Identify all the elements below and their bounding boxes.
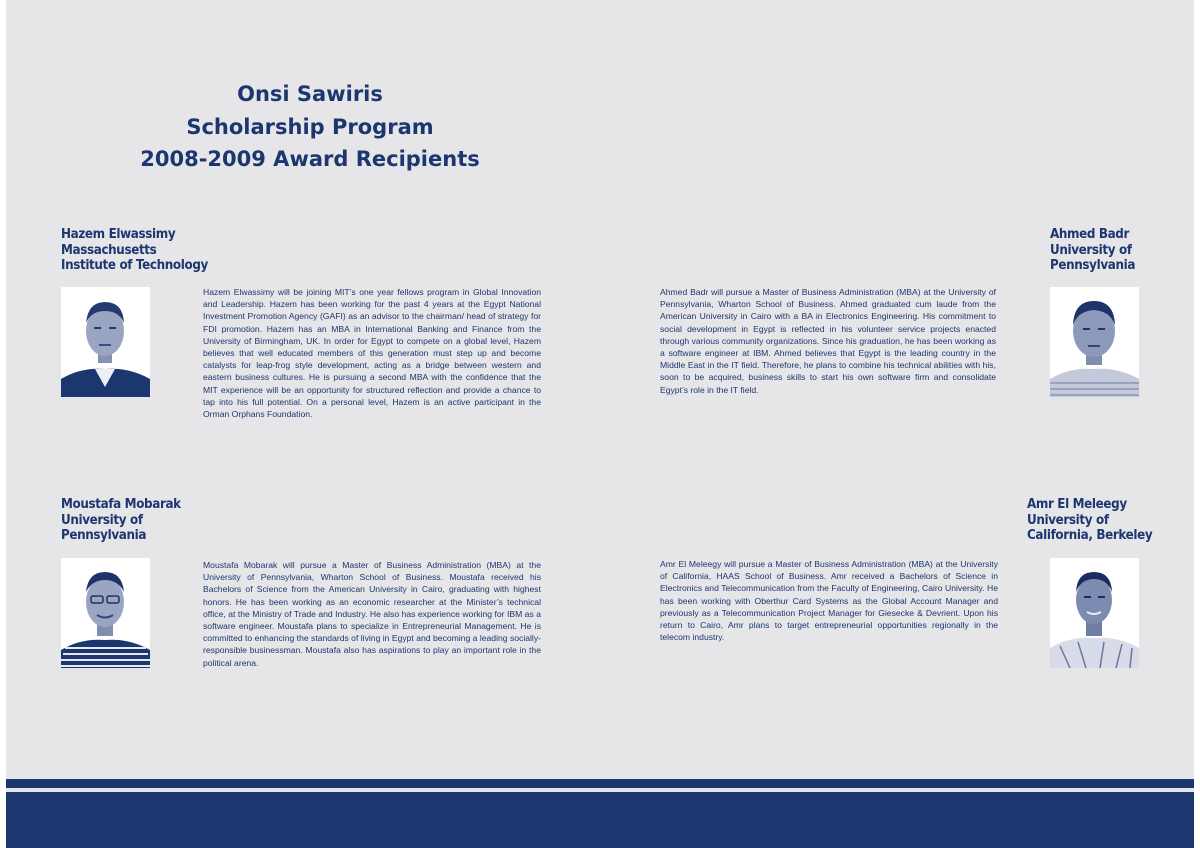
recipient-school: Massachusetts bbox=[61, 242, 157, 258]
recipient-school: University of bbox=[1027, 512, 1109, 528]
recipient-school: University of bbox=[61, 512, 143, 528]
page-title bbox=[100, 78, 520, 176]
recipient-school: Institute of Technology bbox=[61, 258, 208, 273]
recipient-bio-ahmed: Ahmed Badr will pursue a Master of Business Administration (MBA) at the University of Pennsylvania, Wharton School of Business. Ahmed graduated cum laude from the American University in Cairo with a BA in Electronics Engineering. His commitment to social development in Egypt is reflected in his volunteer service projects enacted through various community organizations. Since his graduation, he has been working as a software engineer at IBM. Ahmed believes that Egypt is the leading country in the Middle East in the IT field. Therefore, he plans to combine his technical abilities with his, soon to be acquired, business skills to start his own software firm and consolidate Egypt’s role in the IT field. bbox=[660, 287, 996, 395]
title-line-3: 2008-2009 Award Recipients bbox=[140, 147, 480, 171]
recipient-photo-moustafa bbox=[61, 558, 150, 668]
recipient-name: Ahmed Badr bbox=[1050, 227, 1130, 242]
recipient-photo-ahmed bbox=[1050, 287, 1139, 397]
recipient-heading-ahmed bbox=[1050, 227, 1135, 274]
recipient-bio-amr: Amr El Meleegy will pursue a Master of Business Administration (MBA) at the University of California, HAAS School of Business. Amr received a Bachelors of Science in Electronics and Telecommunication from the Faculty of Engineering, Cairo University. He has been working with Oberthur Card Systems as the Global Account Manager and previously as a Telecommunication Project Manager for Giesecke & Devrient. Upon his return to Cairo, Amr plans to target entrepreneurial opportunities regionally in the telecom industry. bbox=[660, 559, 998, 643]
recipient-school: Pennsylvania bbox=[1050, 258, 1136, 273]
recipient-name: Moustafa Mobarak bbox=[61, 497, 181, 512]
footer-stripe-thin bbox=[6, 779, 1194, 788]
recipient-school: University of bbox=[1050, 242, 1132, 258]
recipient-school: Pennsylvania bbox=[61, 528, 147, 543]
recipient-photo-amr bbox=[1050, 558, 1139, 668]
recipient-bio-moustafa: Moustafa Mobarak will pursue a Master of Business Administration (MBA) at the University of Pennsylvania, Wharton School of Business. Moustafa received his Bachelors of Science from the American University in Cairo, graduating with highest honors. He has been working as an economic researcher at the Minister’s technical office, at the Ministry of Trade and Industry. He also has experience working for IBM as a software engineer. Moustafa plans to specialize in Entrepreneurial Management. He is committed to enhancing the standards of living in Egypt and becoming a leading socially-responsible businessman. Moustafa also has aspirations to play an important role in the political arena. bbox=[203, 560, 541, 668]
recipient-name: Amr El Meleegy bbox=[1027, 497, 1127, 512]
recipient-heading-amr bbox=[1027, 497, 1152, 544]
recipient-photo-hazem bbox=[61, 287, 150, 397]
recipient-name: Hazem Elwassimy bbox=[61, 227, 176, 242]
recipient-bio-hazem: Hazem Elwassimy will be joining MIT’s one year fellows program in Global Innovation and Leadership. Hazem has been working for the past 4 years at the Egypt National Investment Promotion Agency (GAFI) as an advisor to the chairman/ head of strategy for FDI promotion. Hazem has an MBA in International Banking and Finance from the University of Birmingham, UK. In order for Egypt to compete on a global level, Hazem believes that well educated members of this generation must step up and become catalysts for leap-frog style development, acting as a bridge between western and eastern business cultures. He is pursuing a second MBA with the confidence that the MIT experience will be an opportunity for structured reflection and provide a chance to tap into his full potential. On a personal level, Hazem is an active participant in the Orman Orphans Foundation. bbox=[203, 287, 541, 420]
recipient-heading-moustafa bbox=[61, 497, 181, 544]
footer-stripe-thick bbox=[6, 792, 1194, 848]
recipient-heading-hazem bbox=[61, 227, 208, 274]
title-line-2: Scholarship Program bbox=[186, 114, 434, 139]
title-line-1: Onsi Sawiris bbox=[237, 82, 383, 106]
recipient-school: California, Berkeley bbox=[1027, 528, 1153, 543]
